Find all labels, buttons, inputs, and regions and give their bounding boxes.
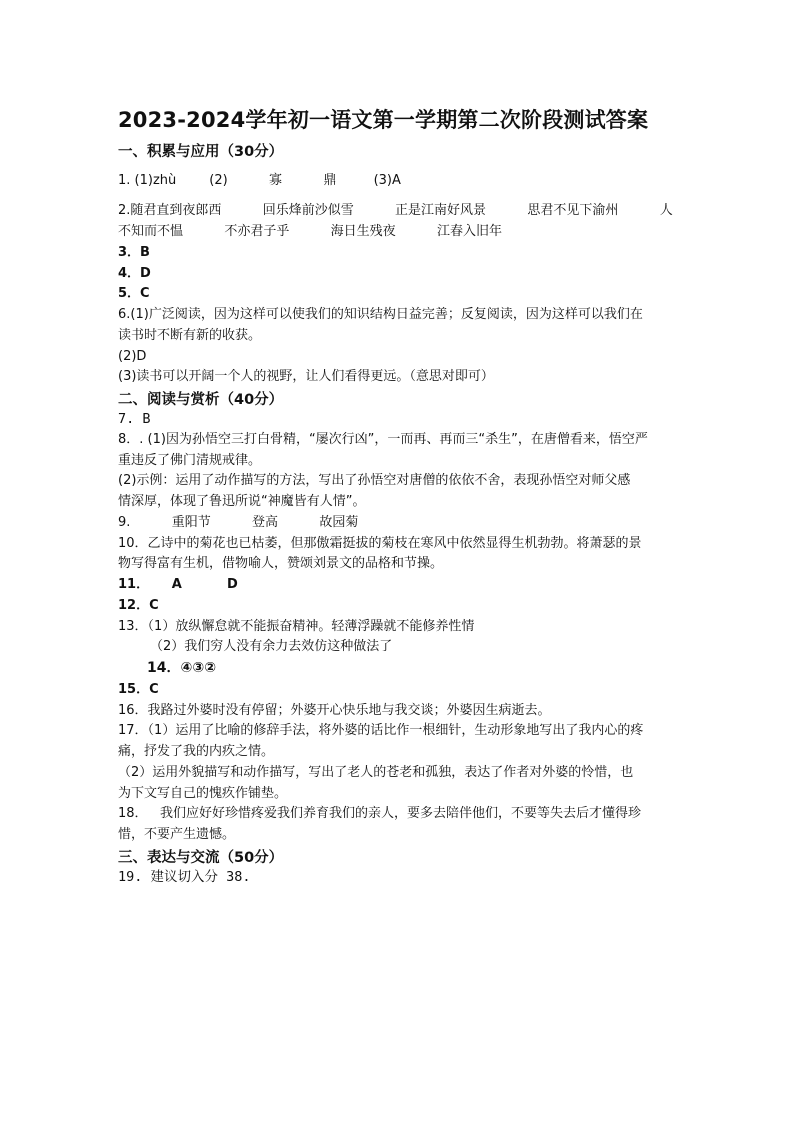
answer-6-part-1-line-2: 读书时不断有新的收获。 — [118, 328, 262, 343]
answer-14: 14．④③② — [147, 660, 217, 676]
answer-15: 15．C — [118, 682, 159, 697]
document-title: 2023-2024学年初一语文第一学期第二次阶段测试答案 — [118, 108, 649, 132]
answer-10-line-2: 物写得富有生机，借物喻人，赞颂刘景文的品格和节操。 — [118, 556, 444, 571]
answer-2-line-2: 不知而不愠 不亦君子乎 海日生残夜 江春入旧年 — [118, 224, 502, 239]
answer-18-line-1: 18． 我们应好好珍惜疼爱我们养育我们的亲人，要多去陪伴他们，不要等失去后才懂得珍 — [118, 806, 641, 821]
answer-6-part-1-line-1: 6.(1)广泛阅读，因为这样可以使我们的知识结构日益完善；反复阅读，因为这样可以我们在 — [118, 307, 643, 322]
section-heading-reading: 二、阅读与赏析（40分） — [118, 392, 284, 408]
answer-8-part-1-line-1: 8．. (1)因为孙悟空三打白骨精，“屡次行凶”，一而再、再而三“杀生”，在唐僧看来，悟空严 — [118, 432, 648, 447]
answer-19: 19. 建议切入分 38. — [118, 869, 251, 885]
section-heading-accumulation: 一、积累与应用（30分） — [118, 144, 284, 160]
answer-17-part-1-line-2: 痛，抒发了我的内疚之情。 — [118, 744, 275, 759]
answer-6-part-2: (2)D — [118, 349, 147, 364]
answer-3: 3．B — [118, 245, 150, 260]
answer-8-part-2-line-1: (2)示例：运用了动作描写的方法，写出了孙悟空对唐僧的依依不舍，表现孙悟空对师父感 — [118, 473, 631, 488]
answer-12: 12．C — [118, 598, 159, 613]
answer-10-line-1: 10．乙诗中的菊花也已枯萎，但那傲霜挺拔的菊枝在寒风中依然显得生机勃勃。将萧瑟的景 — [118, 536, 642, 551]
answer-5: 5．C — [118, 286, 150, 301]
answer-4: 4．D — [118, 266, 151, 281]
answer-8-part-2-line-2: 情深厚，体现了鲁迅所说“神魔皆有人情”。 — [118, 494, 366, 509]
answer-17-part-2-line-2: 为下文写自己的愧疚作铺垫。 — [118, 786, 288, 801]
answer-1: 1. (1)zhù (2) 寡 鼎 (3)A — [118, 173, 401, 188]
answer-6-part-3: (3)读书可以开阔一个人的视野，让人们看得更远。（意思对即可） — [118, 369, 494, 384]
section-heading-expression: 三、表达与交流（50分） — [118, 850, 284, 866]
answer-9: 9. 重阳节 登高 故园菊 — [118, 515, 359, 530]
answer-17-part-2-line-1: （2）运用外貌描写和动作描写，写出了老人的苍老和孤独，表达了作者对外婆的怜惜，也 — [118, 765, 634, 780]
answer-8-part-1-line-2: 重违反了佛门清规戒律。 — [118, 453, 262, 468]
answer-16: 16．我路过外婆时没有停留；外婆开心快乐地与我交谈；外婆因生病逝去。 — [118, 703, 551, 718]
answer-13-part-1: 13．（1）放纵懈怠就不能振奋精神。轻薄浮躁就不能修养性情 — [118, 619, 475, 634]
answer-7: 7. B — [118, 411, 151, 427]
answer-13-part-2: （2）我们穷人没有余力去效仿这种做法了 — [150, 639, 393, 654]
answer-2-line-1: 2.随君直到夜郎西 回乐烽前沙似雪 正是江南好风景 思君不见下渝州 人 — [118, 203, 673, 218]
answer-17-part-1-line-1: 17．（1）运用了比喻的修辞手法，将外婆的话比作一根细针，生动形象地写出了我内心的疼 — [118, 723, 644, 738]
answer-18-line-2: 惜，不要产生遗憾。 — [118, 827, 236, 842]
answer-11: 11． A D — [118, 577, 238, 592]
